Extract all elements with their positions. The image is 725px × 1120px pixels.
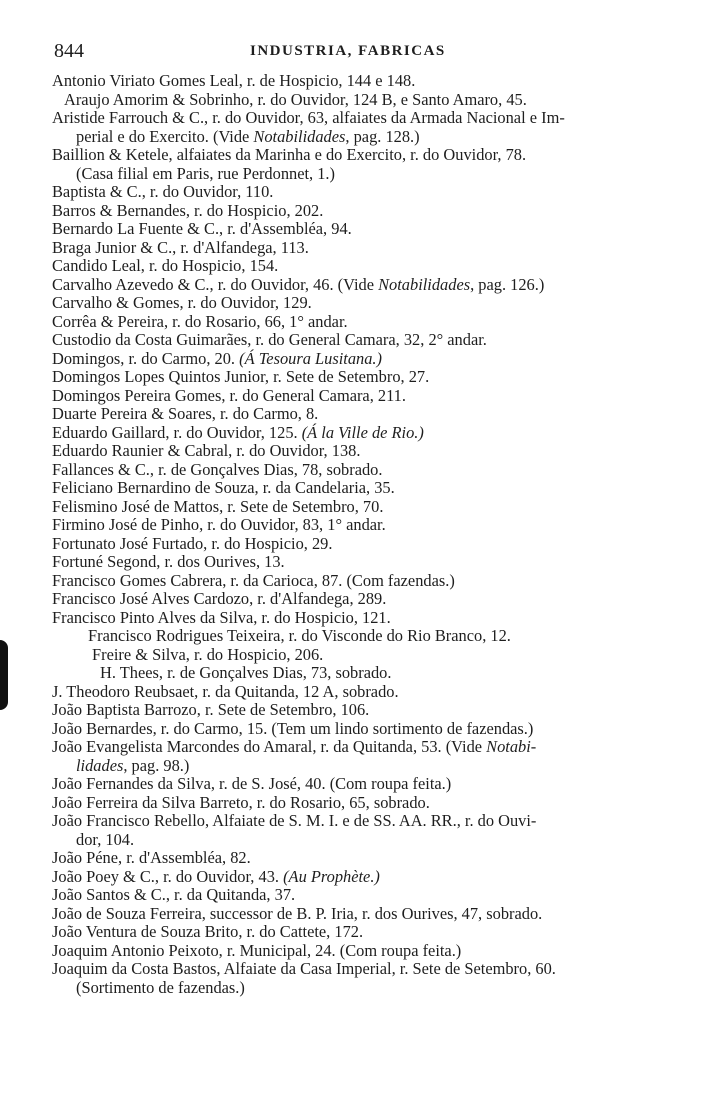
entry-text: Corrêa & Pereira, r. do Rosario, 66, 1° andar. xyxy=(52,311,348,331)
directory-entry xyxy=(52,183,712,202)
directory-entry xyxy=(52,461,712,480)
entry-text: Braga Junior & C., r. d'Alfandega, 113. xyxy=(52,237,309,257)
entry-text: Francisco Rodrigues Teixeira, r. do Visconde do Rio Branco, 12. xyxy=(88,626,511,645)
directory-entry xyxy=(52,738,712,775)
entry-text: João de Souza Ferreira, successor de B. P. Iria, r. dos Ourives, 47, sobrado. xyxy=(52,903,543,923)
entry-italic-text: Notabilidades xyxy=(378,274,471,294)
entry-text: Barros & Bernandes, r. do Hospicio, 202. xyxy=(52,200,324,220)
directory-entry xyxy=(52,72,712,91)
directory-entry xyxy=(52,331,712,350)
directory-entry xyxy=(52,886,712,905)
continuation-text: perial e do Exercito. (Vide xyxy=(76,126,254,146)
directory-entry xyxy=(52,109,712,146)
entry-text: João Evangelista Marcondes do Amaral, r. da Quitanda, 53. (Vide xyxy=(52,737,487,756)
directory-entry xyxy=(52,794,712,813)
continuation-text-tail: , pag. 128.) xyxy=(345,126,420,146)
entry-text: Francisco Gomes Cabrera, r. da Carioca, 87. (Com fazendas.) xyxy=(52,570,455,590)
directory-entry xyxy=(52,498,712,517)
entry-text: João Fernandes da Silva, r. de S. José, 40. (Com roupa feita.) xyxy=(52,774,452,793)
entry-text: João Baptista Barrozo, r. Sete de Setembro, 106. xyxy=(52,700,370,719)
entry-continuation xyxy=(52,757,712,776)
continuation-text-tail: , pag. 98.) xyxy=(123,755,190,775)
entry-text: Domingos Lopes Quintos Junior, r. Sete de Setembro, 27. xyxy=(52,367,430,386)
directory-entry xyxy=(52,405,712,424)
directory-entry xyxy=(52,812,712,849)
directory-entry xyxy=(52,220,712,239)
directory-entry xyxy=(52,91,712,110)
entry-text: Antonio Viriato Gomes Leal, r. de Hospicio, 144 e 148. xyxy=(52,71,416,90)
entry-continuation xyxy=(52,128,712,147)
entry-text: Aristide Farrouch & C., r. do Ouvidor, 63, alfaiates da Armada Nacional e Im- xyxy=(52,108,565,127)
entry-text: Freire & Silva, r. do Hospicio, 206. xyxy=(92,644,324,664)
entry-text: João Ferreira da Silva Barreto, r. do Rosario, 65, sobrado. xyxy=(52,792,430,812)
entry-text-tail: , pag. 126.) xyxy=(470,274,545,294)
entry-text: Baillion & Ketele, alfaiates da Marinha e do Exercito, r. do Ouvidor, 78. xyxy=(52,145,527,164)
directory-entry xyxy=(52,387,712,406)
directory-entry xyxy=(52,257,712,276)
entry-text: Carvalho & Gomes, r. do Ouvidor, 129. xyxy=(52,293,312,312)
directory-entry xyxy=(52,664,712,683)
entry-text: Joaquim Antonio Peixoto, r. Municipal, 24. (Com roupa feita.) xyxy=(52,940,462,960)
entry-text: Araujo Amorim & Sobrinho, r. do Ouvidor, 124 B, e Santo Amaro, 45. xyxy=(64,89,527,109)
directory-entry xyxy=(52,146,712,183)
directory-entry xyxy=(52,516,712,535)
entry-text: Eduardo Gaillard, r. do Ouvidor, 125. xyxy=(52,422,302,442)
entry-text: Francisco José Alves Cardozo, r. d'Alfandega, 289. xyxy=(52,589,387,608)
entry-text: João Bernardes, r. do Carmo, 15. (Tem um lindo sortimento de fazendas.) xyxy=(52,718,534,738)
directory-entry xyxy=(52,350,712,369)
directory-entry xyxy=(52,313,712,332)
directory-entry xyxy=(52,202,712,221)
entry-continuation xyxy=(52,165,712,184)
entry-italic-text: (Á Tesoura Lusitana.) xyxy=(239,348,382,368)
directory-entry xyxy=(52,775,712,794)
directory-entry xyxy=(52,905,712,924)
directory-entry xyxy=(52,572,712,591)
directory-entry xyxy=(52,849,712,868)
entry-text: Domingos Pereira Gomes, r. do General Camara, 211. xyxy=(52,385,406,405)
directory-entry xyxy=(52,424,712,443)
entry-text: João Santos & C., r. da Quitanda, 37. xyxy=(52,885,296,904)
entry-text: Fortuné Segond, r. dos Ourives, 13. xyxy=(52,552,285,571)
directory-entry xyxy=(52,609,712,628)
entry-continuation xyxy=(52,831,712,850)
continuation-text: dor, 104. xyxy=(76,829,135,849)
directory-entry xyxy=(52,442,712,461)
entry-text: Domingos, r. do Carmo, 20. xyxy=(52,348,240,368)
entry-text: João Francisco Rebello, Alfaiate de S. M. I. e de SS. AA. RR., r. do Ouvi- xyxy=(52,811,537,830)
page-number: 844 xyxy=(54,40,84,62)
entry-text: Fallances & C., r. de Gonçalves Dias, 78, sobrado. xyxy=(52,459,383,479)
entry-text: Felismino José de Mattos, r. Sete de Setembro, 70. xyxy=(52,496,384,516)
entry-text: João Péne, r. d'Assembléa, 82. xyxy=(52,848,251,867)
directory-entry xyxy=(52,553,712,572)
entry-text: Firmino José de Pinho, r. do Ouvidor, 83, 1° andar. xyxy=(52,515,386,534)
entry-text: Francisco Pinto Alves da Silva, r. do Hospicio, 121. xyxy=(52,607,391,627)
entry-text: Fortunato José Furtado, r. do Hospicio, 29. xyxy=(52,533,333,553)
directory-entry xyxy=(52,868,712,887)
entry-italic-text: (Au Prophète.) xyxy=(283,866,380,886)
continuation-italic-text: lidades xyxy=(76,755,124,775)
directory-entry xyxy=(52,701,712,720)
entry-text: Carvalho Azevedo & C., r. do Ouvidor, 46. (Vide xyxy=(52,274,379,294)
directory-entry xyxy=(52,294,712,313)
continuation-text: (Casa filial em Paris, rue Perdonnet, 1.) xyxy=(76,163,335,183)
continuation-text: (Sortimento de fazendas.) xyxy=(76,977,245,997)
directory-entry xyxy=(52,535,712,554)
entry-text: J. Theodoro Reubsaet, r. da Quitanda, 12 A, sobrado. xyxy=(52,681,399,701)
directory-entry xyxy=(52,720,712,739)
entry-text: Duarte Pereira & Soares, r. do Carmo, 8. xyxy=(52,404,319,423)
entry-text: João Poey & C., r. do Ouvidor, 43. xyxy=(52,866,284,886)
directory-listing xyxy=(52,72,712,997)
entry-text: Bernardo La Fuente & C., r. d'Assembléa, 94. xyxy=(52,219,352,238)
directory-entry xyxy=(52,646,712,665)
directory-entry xyxy=(52,627,712,646)
directory-entry xyxy=(52,683,712,702)
directory-entry xyxy=(52,923,712,942)
entry-text: H. Thees, r. de Gonçalves Dias, 73, sobrado. xyxy=(100,663,392,682)
directory-entry xyxy=(52,479,712,498)
entry-text: Feliciano Bernardino de Souza, r. da Candelaria, 35. xyxy=(52,478,395,497)
directory-entry xyxy=(52,590,712,609)
entry-text: Custodio da Costa Guimarães, r. do General Camara, 32, 2° andar. xyxy=(52,330,487,349)
binding-mark xyxy=(0,640,8,710)
page-header xyxy=(54,36,654,64)
entry-italic-text: Notabi- xyxy=(486,737,537,756)
directory-entry xyxy=(52,960,712,997)
entry-text: Candido Leal, r. do Hospicio, 154. xyxy=(52,256,279,275)
entry-continuation xyxy=(52,979,712,998)
entry-text: João Ventura de Souza Brito, r. do Cattete, 172. xyxy=(52,922,364,941)
running-title: INDUSTRIA, FABRICAS xyxy=(250,43,446,59)
entry-text: Baptista & C., r. do Ouvidor, 110. xyxy=(52,182,274,201)
directory-entry xyxy=(52,276,712,295)
entry-text: Joaquim da Costa Bastos, Alfaiate da Casa Imperial, r. Sete de Setembro, 60. xyxy=(52,959,556,978)
entry-italic-text: (Á la Ville de Rio.) xyxy=(301,422,424,442)
directory-entry xyxy=(52,239,712,258)
directory-entry xyxy=(52,368,712,387)
entry-text: Eduardo Raunier & Cabral, r. do Ouvidor, 138. xyxy=(52,441,361,460)
directory-entry xyxy=(52,942,712,961)
continuation-italic-text: Notabilidades xyxy=(253,126,346,146)
